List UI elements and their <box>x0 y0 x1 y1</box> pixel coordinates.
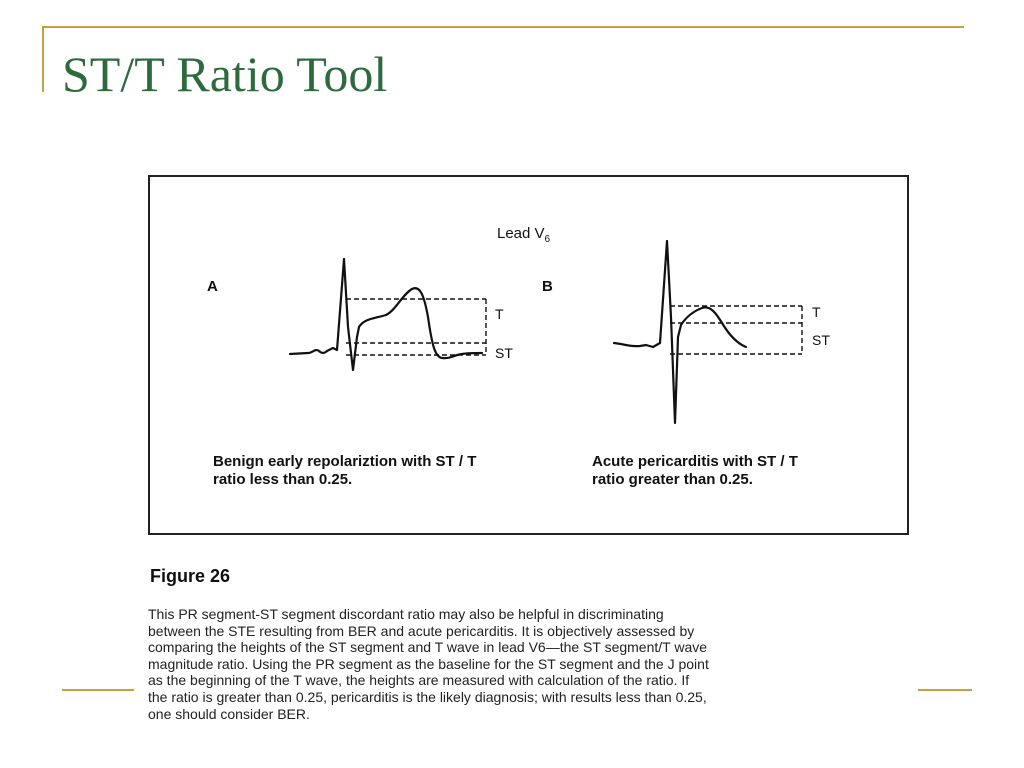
accent-line-left <box>42 26 44 92</box>
panel-a-caption: Benign early repolariztion with ST / T ratio less than 0.25. <box>213 453 477 488</box>
accent-line-top <box>42 26 964 28</box>
panel-b-caption: Acute pericarditis with ST / T ratio greater than 0.25. <box>592 453 798 488</box>
panel-b-t-label: T <box>812 304 821 320</box>
panel-b-letter: B <box>542 278 553 295</box>
panel-a-t-label: T <box>495 306 504 322</box>
description-line: as the beginning of the T wave, the heights are measured with calculation of the ratio. If <box>148 672 690 689</box>
panel-a-st-label: ST <box>495 345 513 361</box>
figure-description <box>148 606 923 722</box>
panel-a-letter: A <box>207 278 218 295</box>
accent-line-bottom-left <box>62 689 134 691</box>
slide-title: ST/T Ratio Tool <box>62 46 388 102</box>
description-line: magnitude ratio. Using the PR segment as the baseline for the ST segment and the J point <box>148 655 709 672</box>
description-line: comparing the heights of the ST segment and T wave in lead V6—the ST segment/T wave <box>148 639 708 656</box>
ecg-trace-a <box>290 259 482 370</box>
ecg-measure-lines-b <box>670 306 802 354</box>
lead-label: Lead $V_6$ <box>497 225 551 245</box>
ecg-figure <box>148 175 909 535</box>
ecg-trace-b <box>614 241 746 423</box>
figure-number: Figure 26 <box>150 566 231 586</box>
accent-line-bottom-right <box>918 689 972 691</box>
ecg-measure-lines-a <box>346 299 486 355</box>
panel-b-st-label: ST <box>812 332 830 348</box>
description-line: one should consider BER. <box>148 705 310 722</box>
description-line: between the STE resulting from BER and acute pericarditis. It is objectively assessed by <box>148 622 695 639</box>
description-line: This PR segment-ST segment discordant ratio may also be helpful in discriminating <box>148 606 664 622</box>
description-line: the ratio is greater than 0.25, pericarditis is the likely diagnosis; with results less than 0.25, <box>148 688 707 705</box>
